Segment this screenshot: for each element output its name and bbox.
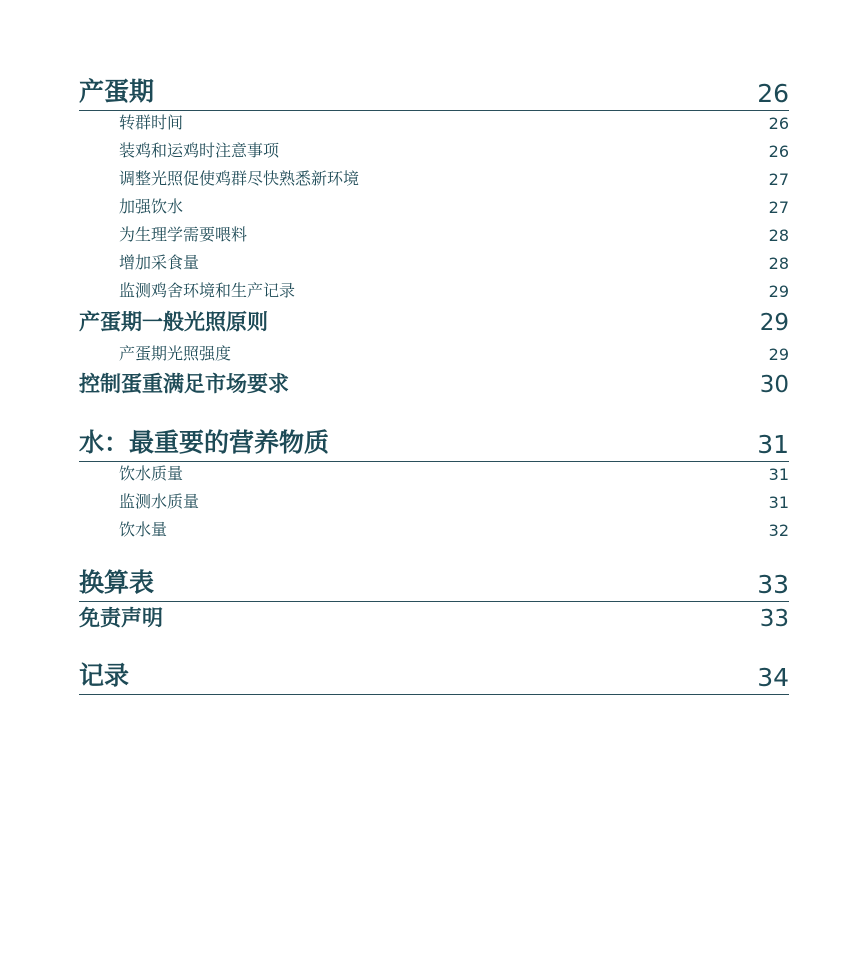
toc-page-number: 28 <box>768 254 789 273</box>
toc-subentry[interactable] <box>79 277 789 303</box>
toc-subentry[interactable] <box>79 340 789 366</box>
toc-subentry-title: 饮水质量 <box>119 464 184 483</box>
toc-subentry-title: 加强饮水 <box>119 197 184 216</box>
toc-page-number: 31 <box>768 465 789 484</box>
toc-subentry-title: 为生理学需要喂料 <box>119 225 248 244</box>
toc-page-number: 29 <box>768 345 789 364</box>
toc-heading[interactable] <box>79 565 789 602</box>
toc-page-number: 33 <box>759 606 789 632</box>
toc-heading[interactable] <box>79 74 789 111</box>
toc-heading[interactable] <box>79 311 789 337</box>
toc-page-number: 28 <box>768 226 789 245</box>
toc-page-number: 29 <box>768 282 789 301</box>
toc-subentry[interactable] <box>79 516 789 542</box>
toc-subentry-title: 监测水质量 <box>119 492 200 511</box>
toc-subentry[interactable] <box>79 460 789 486</box>
toc-heading-title: 控制蛋重满足市场要求 <box>79 372 289 396</box>
toc-page-number: 27 <box>768 198 789 217</box>
toc-subentry[interactable] <box>79 193 789 219</box>
toc-heading-title: 记录 <box>79 661 130 690</box>
toc-heading[interactable] <box>79 658 789 695</box>
toc-page-number: 27 <box>768 170 789 189</box>
toc-heading-title: 水：最重要的营养物质 <box>79 428 330 457</box>
toc-page-number: 26 <box>757 79 789 108</box>
toc-page-number: 33 <box>757 570 789 599</box>
toc-subentry-title: 增加采食量 <box>119 253 200 272</box>
toc-subentry-title: 调整光照促使鸡群尽快熟悉新环境 <box>119 169 360 188</box>
toc-subentry-title: 监测鸡舍环境和生产记录 <box>119 281 296 300</box>
toc-subentry[interactable] <box>79 488 789 514</box>
toc-subentry-title: 产蛋期光照强度 <box>119 344 232 363</box>
toc-subentry-title: 装鸡和运鸡时注意事项 <box>119 141 280 160</box>
toc-subentry[interactable] <box>79 249 789 275</box>
toc-page-number: 31 <box>768 493 789 512</box>
toc-heading-title: 产蛋期 <box>79 77 155 106</box>
toc-page-number: 34 <box>757 663 789 692</box>
toc-page-number: 32 <box>768 521 789 540</box>
toc-heading[interactable] <box>79 607 789 633</box>
toc-subentry[interactable] <box>79 165 789 191</box>
toc-page-number: 26 <box>768 142 789 161</box>
toc-heading-title: 换算表 <box>79 568 155 597</box>
toc-subentry[interactable] <box>79 137 789 163</box>
toc-page-number: 30 <box>759 372 789 398</box>
toc-subentry-title: 饮水量 <box>119 520 168 539</box>
toc-subentry[interactable] <box>79 109 789 135</box>
toc-subentry[interactable] <box>79 221 789 247</box>
toc-page-number: 26 <box>768 114 789 133</box>
toc-page-number: 31 <box>757 430 789 459</box>
toc-subentry-title: 转群时间 <box>119 113 184 132</box>
toc-page-number: 29 <box>759 310 789 336</box>
toc-heading-title: 产蛋期一般光照原则 <box>79 310 268 334</box>
toc-heading[interactable] <box>79 373 789 399</box>
toc-heading[interactable] <box>79 425 789 462</box>
toc-heading-title: 免责声明 <box>79 606 163 630</box>
